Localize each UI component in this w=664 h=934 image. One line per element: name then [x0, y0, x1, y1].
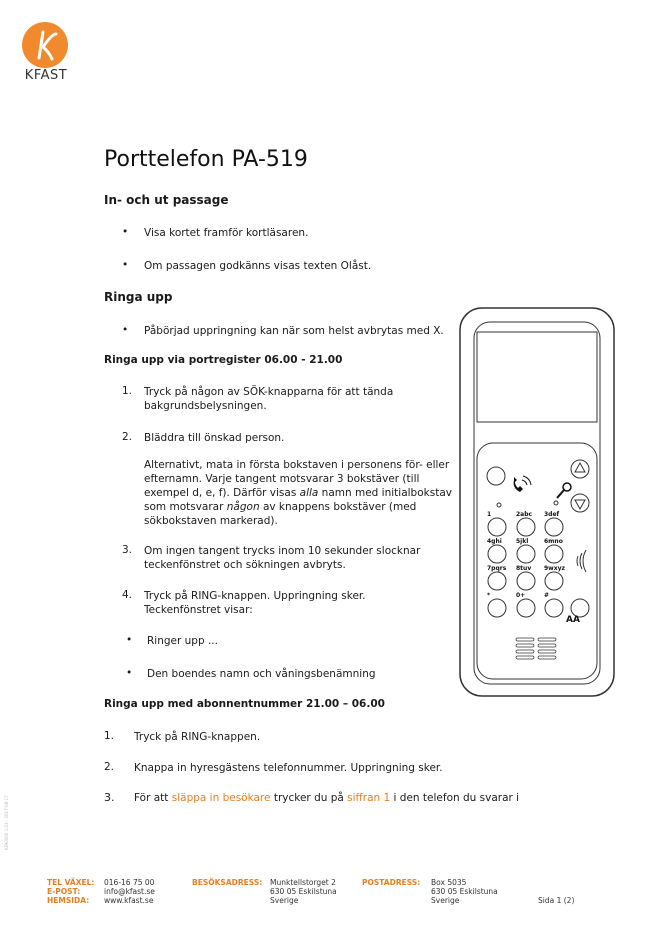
step-number: 4.: [122, 589, 133, 601]
para-line: sökbokstaven markerad).: [144, 515, 278, 527]
document-code: KFA0000 1.03 · 2017-08-17: [4, 795, 9, 850]
keypad-key: [545, 518, 563, 536]
step-line: Tryck på RING-knappen. Uppringning sker.: [144, 590, 366, 602]
text-run: namn med initialbokstav: [318, 487, 452, 499]
para-line: efternamn. Varje tangent motsvarar 3 bokstäver (till: [144, 473, 420, 485]
step-line: teckenfönstret och sökningen avbryts.: [144, 559, 346, 571]
keypad-key-label: *: [487, 592, 491, 599]
address-line: Munktellstorget 2: [270, 878, 336, 887]
keypad-key-label: 6mno: [544, 538, 563, 545]
list-item: Om passagen godkänns visas texten Olåst.: [144, 260, 372, 272]
keypad-key-label: 4ghi: [487, 538, 502, 545]
kfast-logo: [22, 22, 68, 68]
step-number: 1.: [104, 730, 115, 742]
heading-portregister: Ringa upp via portregister 06.00 - 21.00: [104, 354, 343, 366]
search-down-button: [571, 494, 589, 512]
highlight-siffran-1: siffran 1: [347, 792, 391, 804]
keypad-key-label: 2abc: [516, 511, 533, 518]
door-phone-illustration: [458, 306, 616, 698]
device-display: [477, 332, 597, 422]
keypad-key: [488, 518, 506, 536]
search-up-button: [571, 460, 589, 478]
emphasis: alla: [299, 487, 319, 499]
step-number: 2.: [104, 761, 115, 773]
keypad-key: [545, 599, 563, 617]
address-line: Box 5035: [431, 878, 467, 887]
bullet-dot: •: [122, 226, 129, 238]
footer-email[interactable]: info@kfast.se: [104, 887, 155, 896]
footer-contact-values: [104, 878, 155, 905]
step-text: [144, 385, 393, 413]
bullet-dot: •: [122, 259, 129, 271]
keypad-key: [517, 599, 535, 617]
address-line: Sverige: [270, 896, 299, 905]
heading-passage: In- och ut passage: [104, 193, 229, 207]
keypad-key: [517, 545, 535, 563]
alternative-paragraph: [144, 458, 452, 528]
keypad-key: [488, 572, 506, 590]
keypad-key-label: 1: [487, 511, 492, 518]
footer-post-address: [431, 878, 498, 905]
keypad-key: [488, 599, 506, 617]
step-line: Teckenfönstret visar:: [144, 604, 253, 616]
footer-label: E-POST:: [47, 887, 81, 896]
step-line: Om ingen tangent trycks inom 10 sekunder slocknar: [144, 545, 421, 557]
x-button: [487, 467, 505, 485]
heading-ringa-upp: Ringa upp: [104, 290, 173, 304]
keypad-key-label: 0+: [516, 592, 526, 599]
keypad-key: [517, 572, 535, 590]
footer-website[interactable]: www.kfast.se: [104, 896, 154, 905]
text-run: För att: [134, 792, 172, 804]
step-text: Tryck på RING-knappen.: [134, 731, 261, 743]
para-line: [144, 486, 452, 500]
footer-label-post: POSTADRESS:: [362, 878, 421, 887]
logo-wordmark: KFAST: [24, 68, 68, 83]
para-line: [144, 500, 452, 514]
footer-contact-labels: [47, 878, 94, 905]
keypad-key-label: 5jkl: [516, 538, 529, 545]
footer-label: HEMSIDA:: [47, 896, 90, 905]
text-run: trycker du på: [270, 792, 348, 804]
step-text: [144, 589, 366, 617]
text-run: i den telefon du svarar i: [390, 792, 520, 804]
step-number: 1.: [122, 385, 133, 397]
bullet-dot: •: [122, 324, 129, 336]
page-number: Sida 1 (2): [538, 896, 575, 905]
step-number: 2.: [122, 431, 133, 443]
address-line: 630 05 Eskilstuna: [431, 887, 498, 896]
para-line: Alternativt, mata in första bokstaven i personens för- eller: [144, 459, 450, 471]
step-line: bakgrundsbelysningen.: [144, 400, 267, 412]
footer-label-visit: BESÖKSADRESS:: [192, 878, 263, 887]
text-run: som motsvarar: [144, 501, 227, 513]
bullet-dot: •: [126, 667, 133, 679]
keypad-key-label: 9wxyz: [544, 565, 565, 572]
step-number: 3.: [104, 791, 115, 804]
font-size-key-label: AA: [566, 615, 580, 625]
step-number: 3.: [122, 544, 133, 556]
keypad-key-label: #: [544, 592, 550, 599]
logo-k-icon: [22, 22, 68, 68]
highlight-slappa-in: släppa in besökare: [171, 792, 271, 804]
text-run: av knappens bokstäver (med: [259, 501, 417, 513]
step-text: Knappa in hyresgästens telefonnummer. Uppringning sker.: [134, 762, 443, 774]
keypad-key-label: 3def: [544, 511, 560, 518]
text-run: exempel d, e, f). Därför visas: [144, 487, 300, 499]
footer-phone: 016-16 75 00: [104, 878, 155, 887]
step-line: Tryck på någon av SÖK-knapparna för att tända: [144, 386, 394, 398]
keypad-key: [517, 518, 535, 536]
bullet-dot: •: [126, 634, 133, 646]
list-item: Påbörjad uppringning kan när som helst avbrytas med X.: [144, 325, 444, 337]
address-line: Sverige: [431, 896, 460, 905]
step-text: [144, 544, 420, 572]
page-title: Porttelefon PA-519: [104, 147, 308, 172]
keypad-key: [488, 545, 506, 563]
step-text: Bläddra till önskad person.: [144, 432, 285, 444]
step-text-visitor: [134, 791, 519, 805]
list-item: Den boendes namn och våningsbenämning: [147, 668, 376, 680]
address-line: 630 05 Eskilstuna: [270, 887, 337, 896]
list-item: Visa kortet framför kortläsaren.: [144, 227, 309, 239]
footer-visit-address: [270, 878, 337, 905]
heading-abonnentnummer: Ringa upp med abonnentnummer 21.00 – 06.00: [104, 698, 385, 710]
footer-label: TEL VÄXEL:: [47, 878, 95, 887]
keypad-key: [545, 572, 563, 590]
keypad-key-label: 8tuv: [516, 565, 532, 572]
keypad-key: [545, 545, 563, 563]
keypad-key-label: 7pqrs: [487, 565, 507, 572]
list-item: Ringer upp ...: [147, 635, 218, 647]
emphasis: någon: [226, 501, 260, 513]
